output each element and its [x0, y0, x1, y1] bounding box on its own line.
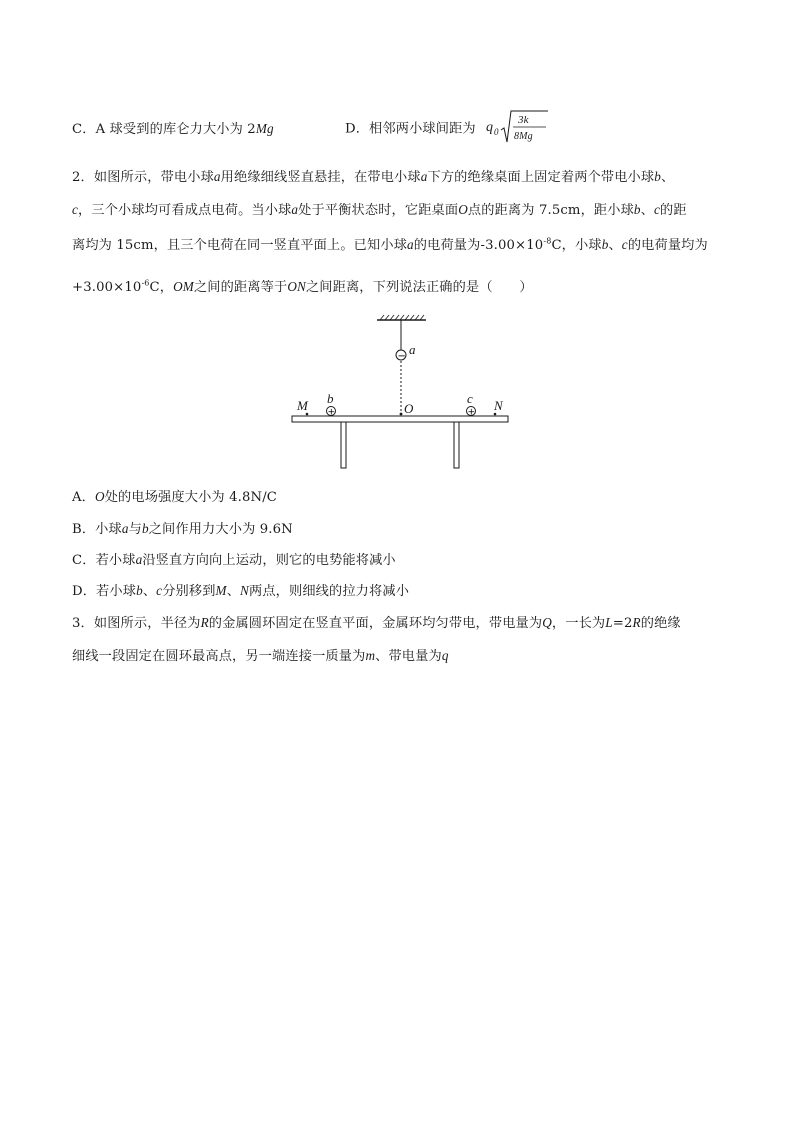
point-o: [400, 413, 403, 416]
tabletop: [292, 416, 508, 422]
q2-stem-line-1: 2．如图所示，带电小球a用绝缘细线竖直悬挂，在带电小球a下方的绝缘桌面上固定着两个带电小球b、: [72, 169, 675, 185]
table-leg-right: [454, 422, 459, 468]
q1-option-d: [345, 108, 556, 146]
q3-stem-line-1: 3．如图所示，半径为R的金属圆环固定在竖直平面，金属环均匀带电，带电量为Q，一长为L=2R的绝缘: [72, 615, 681, 631]
ball-a-sign: −: [397, 351, 406, 362]
label-o: O: [404, 401, 414, 416]
q3-stem-line-2: 细线一段固定在圆环最高点，另一端连接一质量为m、带电量为q: [72, 648, 449, 664]
q2-option-c: C．若小球a沿竖直方向向上运动，则它的电势能将减小: [72, 552, 396, 568]
q2-figure: [280, 312, 520, 474]
point-m: [306, 413, 309, 416]
label-c: c: [467, 391, 473, 406]
q1-option-d-label: D．相邻两小球间距为: [345, 121, 476, 137]
q1-option-c: C．A 球受到的库仑力大小为 2Mg: [72, 121, 274, 137]
q2-option-a: A．O处的电场强度大小为 4.8N/C: [72, 489, 278, 505]
q1-option-d-formula: [486, 108, 556, 146]
ball-b-sign: +: [327, 407, 336, 418]
q2-stem-line-3: 离均为 15cm，且三个电荷在同一竖直平面上。已知小球a的电荷量为$-3.00\times 10^{-8}C$，小球b、c的电荷量均为: [72, 236, 708, 253]
q2-stem-line-4: $+3.00\times 10^{-6}C$，OM之间的距离等于ON之间距离，下列说法正确的是（ ）: [72, 278, 533, 295]
point-n: [494, 413, 497, 416]
q2-option-d: D．若小球b、c分别移到M、N两点，则细线的拉力将减小: [72, 583, 410, 599]
label-m: M: [297, 398, 308, 413]
formula-numerator: 3k: [518, 114, 529, 126]
q2-option-b: B．小球a与b之间作用力大小为 9.6N: [72, 521, 293, 537]
label-a: a: [409, 342, 416, 357]
table-leg-left: [341, 422, 346, 468]
formula-denominator: 8Mg: [514, 131, 533, 142]
formula-q: q: [486, 120, 494, 135]
label-n: N: [494, 398, 503, 413]
q2-stem-line-2: c，三个小球均可看成点电荷。当小球a处于平衡状态时，它距桌面O点的距离为 7.5cm，距小球b、c的距: [72, 202, 687, 218]
label-b: b: [327, 391, 334, 406]
ball-c-sign: +: [467, 407, 476, 418]
ceiling-hatch: [380, 315, 424, 320]
formula-subscript: 0: [494, 127, 499, 137]
